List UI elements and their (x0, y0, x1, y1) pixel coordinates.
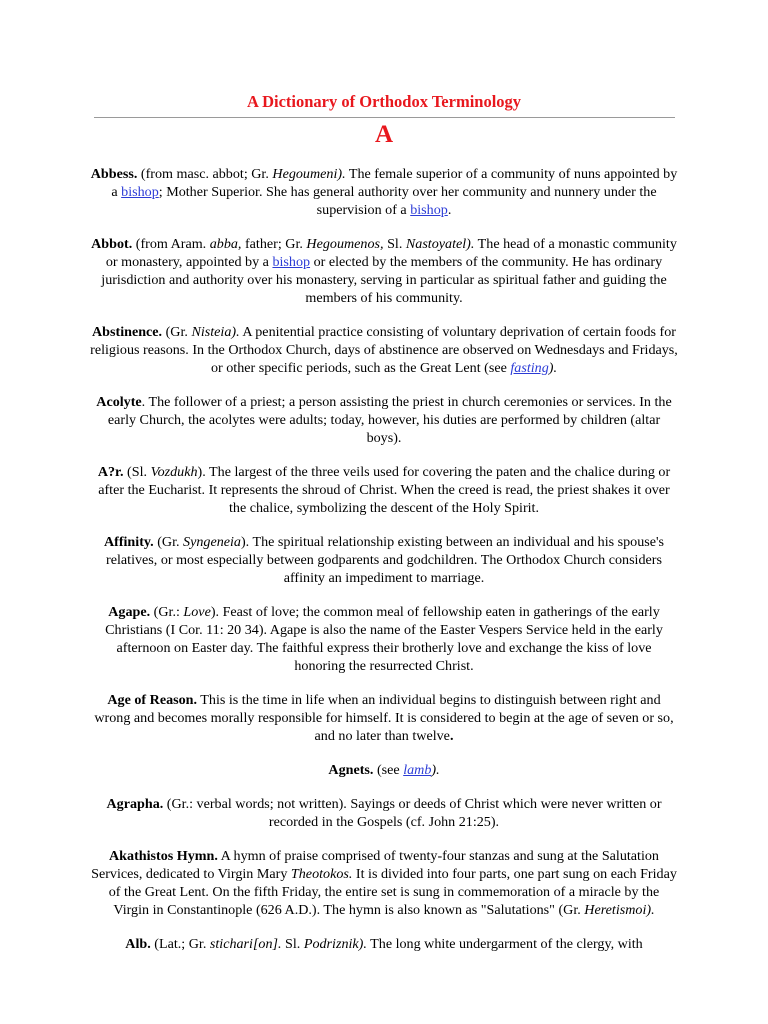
term: Agnets. (328, 762, 374, 778)
term: Agape. (108, 604, 151, 620)
entry-acolyte: Acolyte. The follower of a priest; a person assisting the priest in church ceremonies or services. In the early Church, the acolytes were adults; today, however, his duties are performed by children (altar boys). (96, 394, 672, 446)
entry-aer: A?r. (Sl. Vozdukh). The largest of the three veils used for covering the paten and the chalice during or after the Eucharist. It represents the shroud of Christ. When the creed is read, the priest shakes it over the chalice, symbolizing the descent of the Holy Spirit. (97, 464, 671, 516)
entry-agape: Agape. (Gr.: Love). Feast of love; the common meal of fellowship eaten in gatherings of the early Christians (I Cor. 11: 20 34). Agape is also the name of the Easter Vespers Service held in the early afternoon on Easter day. The faithful express their brotherly love and exchange the kiss of love honoring the resurrected Christ. (105, 604, 663, 674)
entry-age-of-reason: Age of Reason. This is the time in life when an individual begins to distinguish between right and wrong and becomes morally responsible for himself. It is considered to begin at the age of seven or so, and no later than twelve. (94, 692, 674, 744)
term: Alb. (125, 936, 151, 952)
link-lamb[interactable]: lamb (403, 762, 432, 778)
term: Akathistos Hymn. (109, 848, 218, 864)
term: Abstinence. (92, 324, 163, 340)
entry-abstinence: Abstinence. (Gr. Nisteia). A penitential practice consisting of voluntary deprivation of certain foods for religious reasons. In the Orthodox Church, days of abstinence are observed on Wednesdays and Fridays, or other specific periods, such as the Great Lent (see fasting). (90, 324, 678, 376)
link-bishop[interactable]: bishop (121, 184, 159, 200)
section-letter: A (374, 121, 394, 148)
entry-alb: Alb. (Lat.; Gr. stichari[on]. Sl. Podriznik). The long white undergarment of the clergy, with (125, 936, 643, 952)
entry-akathistos: Akathistos Hymn. A hymn of praise comprised of twenty-four stanzas and sung at the Salutation Services, dedicated to Virgin Mary Theotokos. It is divided into four parts, one part sung on each Friday of the Great Lent. On the fifth Friday, the entire set is sung in commemoration of a miracle by the Virgin in Constantinople (626 A.D.). The hymn is also known as "Salutations" (Gr. Heretismoi). (91, 848, 677, 918)
title-divider (94, 117, 675, 118)
entry-abbot: Abbot. (from Aram. abba, father; Gr. Hegoumenos, Sl. Nastoyatel). The head of a monastic community or monastery, appointed by a bishop or elected by the members of the community. He has ordinary jurisdiction and authority over his monastery, serving in particular as spiritual father and guiding the members of his community. (91, 236, 677, 306)
term: Agrapha. (106, 796, 164, 812)
entry-list (90, 165, 678, 969)
term: Abbess. (90, 166, 138, 182)
entry-affinity: Affinity. (Gr. Syngeneia). The spiritual relationship existing between an individual and his spouse's relatives, or most especially between godparents and godchildren. The Orthodox Church considers affinity an impediment to marriage. (103, 534, 665, 586)
entry-abbess: Abbess. (from masc. abbot; Gr. Hegoumeni). The female superior of a community of nuns appointed by a bishop; Mother Superior. She has general authority over her community and nunnery under the supervision of a bishop. (90, 166, 678, 218)
link-bishop[interactable]: bishop (410, 202, 448, 218)
entry-agnets: Agnets. (see lamb). (328, 762, 440, 778)
term: Acolyte (96, 394, 142, 410)
document-title: A Dictionary of Orthodox Terminology (246, 92, 522, 111)
entry-agrapha: Agrapha. (Gr.: verbal words; not written). Sayings or deeds of Christ which were never written or recorded in the Gospels (cf. John 21:25). (106, 796, 662, 830)
term: Abbot. (91, 236, 133, 252)
term: Age of Reason. (107, 692, 198, 708)
term: A?r. (97, 464, 124, 480)
link-fasting[interactable]: fasting (510, 360, 549, 376)
term: Affinity. (103, 534, 154, 550)
link-bishop[interactable]: bishop (272, 254, 311, 270)
